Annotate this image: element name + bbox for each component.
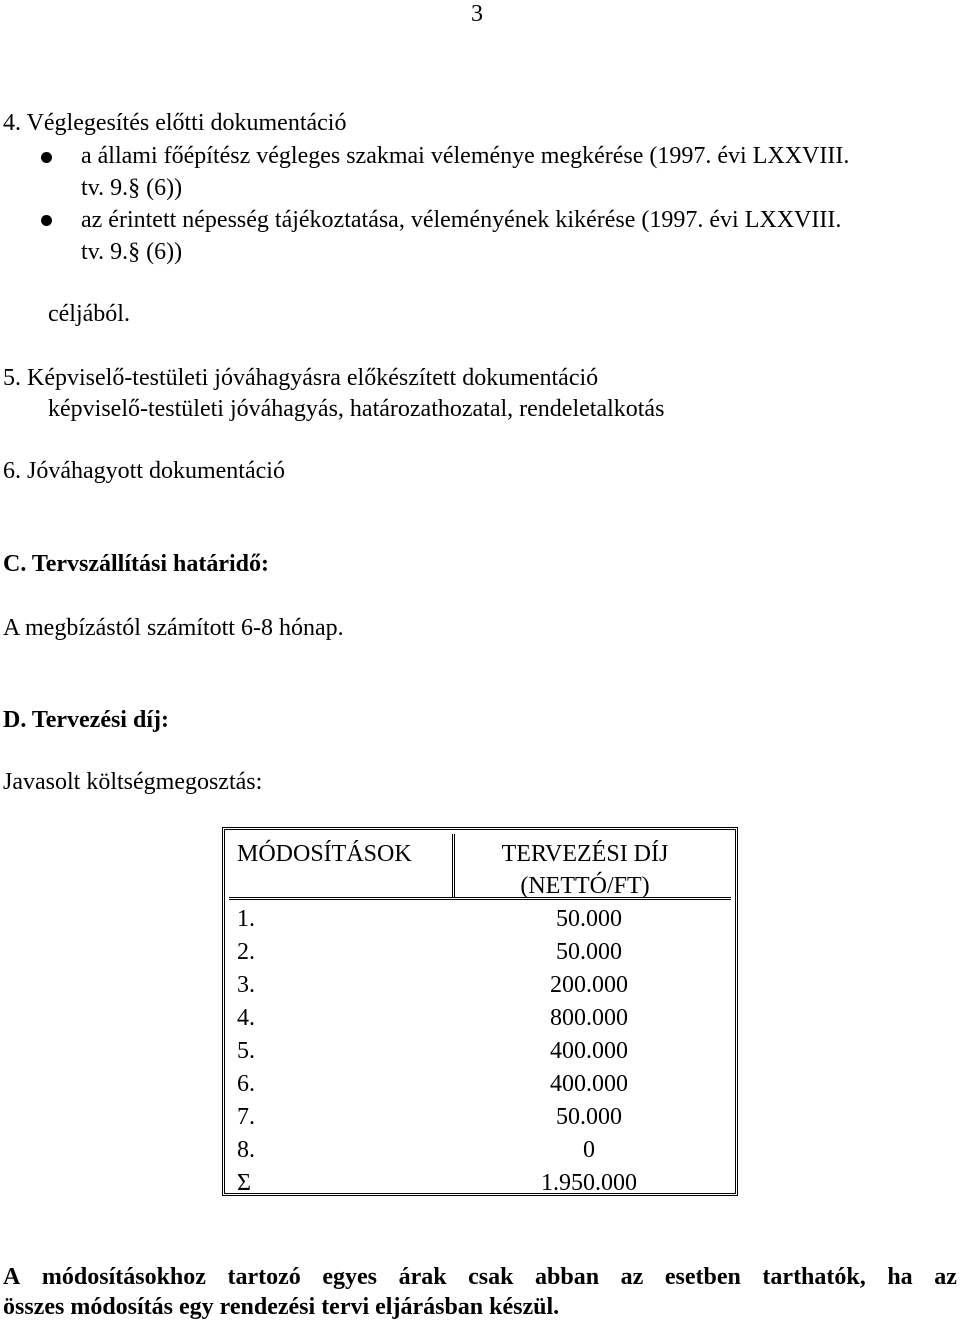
table-row-label: 6. (237, 1071, 255, 1097)
bullet-icon (41, 152, 52, 163)
table-row-label: 3. (237, 972, 255, 998)
section-d-heading: D. Tervezési díj: (3, 707, 169, 733)
bullet-1-line-2: tv. 9.§ (6)) (81, 175, 183, 201)
table-row-value: 800.000 (550, 1005, 628, 1031)
table-row-label: 5. (237, 1038, 255, 1064)
bullet-icon (41, 215, 52, 226)
table-sum-value: 1.950.000 (541, 1170, 637, 1196)
table-row-label: 7. (237, 1104, 255, 1130)
footer-word: tarthatók, (762, 1264, 866, 1290)
page-number: 3 (471, 1, 483, 27)
table-row-label: 1. (237, 906, 255, 932)
table-row-value: 0 (583, 1137, 595, 1163)
footer-word: módosításokhoz (41, 1264, 206, 1290)
footer-word: árak (398, 1264, 447, 1290)
footer-word: az (934, 1264, 957, 1290)
section-6-heading: 6. Jóváhagyott dokumentáció (3, 458, 285, 484)
footer-word: csak (468, 1264, 514, 1290)
section-c-heading: C. Tervszállítási határidő: (3, 551, 270, 577)
table-sum-label: Σ (237, 1170, 251, 1196)
footer-word: ha (887, 1264, 913, 1290)
table-row-value: 50.000 (556, 939, 622, 965)
section-5-line-2: képviselő-testületi jóváhagyás, határozathozatal, rendeletalkotás (48, 396, 665, 422)
bullet-1-line-1: a állami főépítész végleges szakmai véleménye megkérése (1997. évi LXXVIII. (81, 143, 850, 169)
section-d-text: Javasolt költségmegosztás: (3, 769, 263, 795)
footer-word: egyes (322, 1264, 378, 1290)
bullet-2-line-2: tv. 9.§ (6)) (81, 239, 183, 265)
footer-word: tartozó (227, 1264, 301, 1290)
section-c-text: A megbízástól számított 6-8 hónap. (3, 615, 344, 641)
table-header-modifications: MÓDOSÍTÁSOK (237, 841, 412, 867)
footer-word: esetben (664, 1264, 741, 1290)
table-header-fee-unit: (NETTÓ/FT) (520, 873, 650, 899)
footer-note-line-1 (3, 1265, 957, 1289)
table-row-value: 400.000 (550, 1071, 628, 1097)
table-column-divider (452, 834, 455, 898)
table-header-fee: TERVEZÉSI DÍJ (501, 841, 669, 867)
footer-word: A (3, 1264, 21, 1290)
bullet-2-line-1: az érintett népesség tájékoztatása, véleményének kikérése (1997. évi LXXVIII. (81, 207, 842, 233)
section-4-heading: 4. Véglegesítés előtti dokumentáció (3, 110, 347, 136)
section-4-suffix: céljából. (48, 301, 130, 327)
table-row-label: 4. (237, 1005, 255, 1031)
footer-word: abban (535, 1264, 600, 1290)
footer-note-line-2: összes módosítás egy rendezési tervi eljárásban készül. (3, 1294, 560, 1320)
footer-word: az (620, 1264, 644, 1290)
table-row-value: 50.000 (556, 906, 622, 932)
table-row-value: 200.000 (550, 972, 628, 998)
section-5-heading: 5. Képviselő-testületi jóváhagyásra előkészített dokumentáció (3, 365, 599, 391)
fee-table (222, 827, 738, 1196)
table-row-label: 2. (237, 939, 255, 965)
table-row-value: 50.000 (556, 1104, 622, 1130)
table-row-label: 8. (237, 1137, 255, 1163)
table-row-value: 400.000 (550, 1038, 628, 1064)
